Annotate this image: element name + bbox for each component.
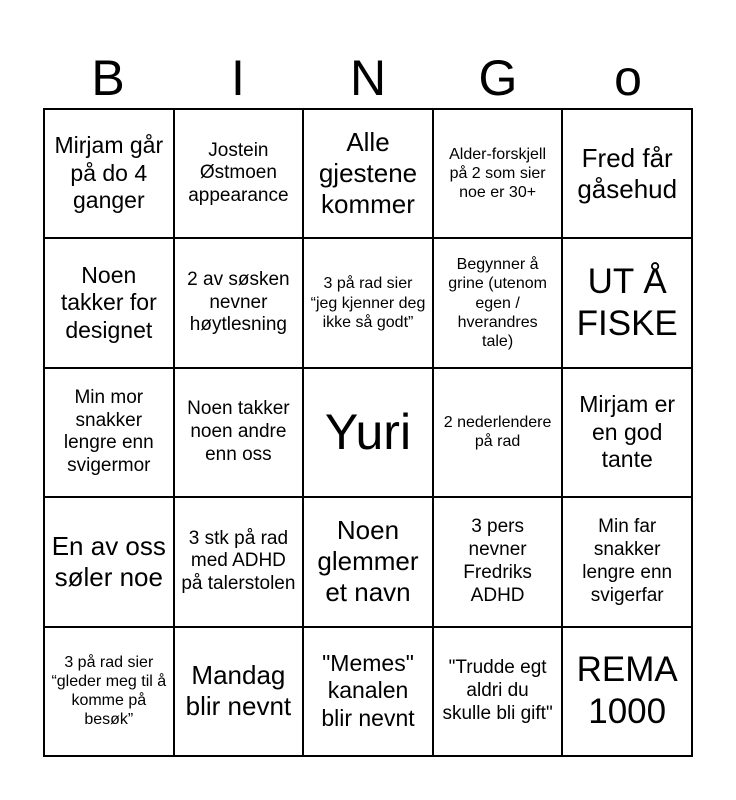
header-letter-b: B: [91, 50, 125, 106]
bingo-cell[interactable]: Noen takker for designet: [44, 238, 174, 367]
bingo-cell[interactable]: Begynner å grine (utenom egen / hverandres tale): [433, 238, 563, 367]
bingo-cell[interactable]: Fred får gåsehud: [562, 109, 692, 238]
bingo-cell[interactable]: 2 av søsken nevner høytlesning: [174, 238, 304, 367]
bingo-cell[interactable]: Alle gjestene kommer: [303, 109, 433, 238]
bingo-cell[interactable]: 3 på rad sier “gleder meg til å komme på besøk”: [44, 627, 174, 756]
bingo-cell[interactable]: 3 stk på rad med ADHD på talerstolen: [174, 497, 304, 626]
bingo-cell[interactable]: Mandag blir nevnt: [174, 627, 304, 756]
bingo-cell[interactable]: "Memes" kanalen blir nevnt: [303, 627, 433, 756]
bingo-cell[interactable]: Min mor snakker lengre enn svigermor: [44, 368, 174, 497]
header-letter-o: o: [614, 50, 642, 106]
header-letter-i: I: [231, 50, 245, 106]
header-letter-n: N: [349, 50, 387, 106]
bingo-cell[interactable]: 3 pers nevner Fredriks ADHD: [433, 497, 563, 626]
bingo-header: [43, 50, 693, 106]
bingo-cell[interactable]: "Trudde egt aldri du skulle bli gift": [433, 627, 563, 756]
bingo-cell[interactable]: 3 på rad sier “jeg kjenner deg ikke så godt”: [303, 238, 433, 367]
bingo-cell[interactable]: En av oss søler noe: [44, 497, 174, 626]
bingo-cell[interactable]: Mirjam er en god tante: [562, 368, 692, 497]
bingo-cell[interactable]: Jostein Østmoen appearance: [174, 109, 304, 238]
bingo-cell[interactable]: UT Å FISKE: [562, 238, 692, 367]
header-letter-g: G: [478, 50, 518, 106]
bingo-grid: [43, 108, 693, 757]
bingo-cell[interactable]: Alder-forskjell på 2 som sier noe er 30+: [433, 109, 563, 238]
bingo-cell[interactable]: Min far snakker lengre enn svigerfar: [562, 497, 692, 626]
bingo-cell[interactable]: Noen takker noen andre enn oss: [174, 368, 304, 497]
bingo-cell[interactable]: Mirjam går på do 4 ganger: [44, 109, 174, 238]
bingo-cell[interactable]: 2 nederlendere på rad: [433, 368, 563, 497]
bingo-cell[interactable]: REMA 1000: [562, 627, 692, 756]
bingo-cell[interactable]: Noen glemmer et navn: [303, 497, 433, 626]
bingo-cell-free[interactable]: Yuri: [303, 368, 433, 497]
